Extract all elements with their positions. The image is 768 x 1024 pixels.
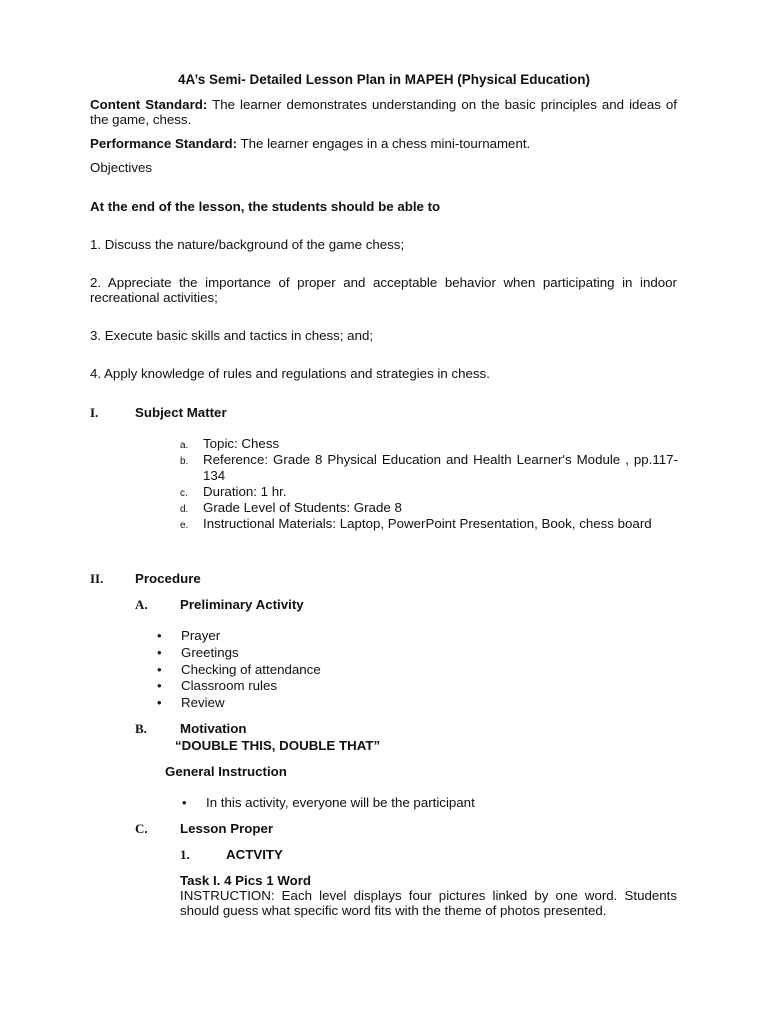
- subject-matter-text: Grade Level of Students: Grade 8: [203, 500, 402, 515]
- objective-item-2: 2. Appreciate the importance of proper and acceptable behavior when participating in indoor recreational activities;: [90, 275, 677, 305]
- subsection-c-letter: C.: [135, 821, 148, 836]
- bullet-text: Classroom rules: [181, 678, 278, 693]
- section-1-numeral: I.: [90, 405, 99, 420]
- subject-matter-text: Reference: Grade 8 Physical Education and Health Learner's Module , pp.117-134: [203, 452, 678, 483]
- subject-matter-text: Topic: Chess: [203, 436, 280, 451]
- bullet-text: Greetings: [181, 645, 239, 660]
- bullet-glyph: •: [157, 662, 162, 677]
- bullet-text: Checking of attendance: [181, 662, 321, 677]
- section-1-heading: Subject Matter: [135, 405, 227, 420]
- objective-item-3: 3. Execute basic skills and tactics in chess; and;: [90, 328, 374, 343]
- bullet-text: Review: [181, 695, 225, 710]
- list-letter: d.: [180, 504, 189, 515]
- performance-standard-text: The learner engages in a chess mini-tournament.: [237, 136, 531, 151]
- list-letter: c.: [180, 488, 188, 499]
- list-letter: e.: [180, 520, 189, 531]
- bullet-text: In this activity, everyone will be the participant: [206, 795, 475, 810]
- section-2-numeral: II.: [90, 571, 104, 586]
- general-instruction-heading: General Instruction: [165, 764, 287, 779]
- task-heading: Task I. 4 Pics 1 Word: [180, 873, 312, 888]
- bullet-text: Prayer: [181, 628, 221, 643]
- bullet-glyph: •: [157, 678, 162, 693]
- subject-matter-text: Duration: 1 hr.: [203, 484, 287, 499]
- subject-matter-text: Instructional Materials: Laptop, PowerPoint Presentation, Book, chess board: [203, 516, 652, 531]
- activity-step-number: 1.: [180, 847, 190, 862]
- content-standard: [90, 98, 677, 127]
- bullet-glyph: •: [157, 628, 162, 643]
- objective-item-1: 1. Discuss the nature/background of the game chess;: [90, 237, 405, 252]
- page-title: 4A’s Semi- Detailed Lesson Plan in MAPEH (Physical Education): [177, 72, 591, 87]
- motivation-heading: Motivation: [180, 721, 247, 736]
- lesson-proper-heading: Lesson Proper: [180, 821, 274, 836]
- objectives-intro: At the end of the lesson, the students should be able to: [90, 199, 441, 214]
- bullet-glyph: •: [157, 695, 162, 710]
- list-letter: b.: [180, 456, 189, 467]
- preliminary-activity-heading: Preliminary Activity: [180, 597, 304, 612]
- bullet-glyph: •: [157, 645, 162, 660]
- section-2-heading: Procedure: [135, 571, 201, 586]
- subject-matter-item-b: [180, 452, 680, 483]
- content-standard-text: The learner demonstrates understanding on the basic principles and ideas of the game, chess.: [90, 97, 677, 127]
- list-letter: a.: [180, 440, 189, 451]
- objective-item-4: 4. Apply knowledge of rules and regulations and strategies in chess.: [90, 366, 490, 381]
- task-instruction: INSTRUCTION: Each level displays four pictures linked by one word. Students should guess what specific word fits with the theme of photos presented.: [180, 888, 677, 918]
- objectives-heading: Objectives: [90, 160, 153, 175]
- content-standard-label: Content Standard:: [90, 97, 208, 112]
- activity-step-label: ACTVITY: [226, 847, 283, 862]
- bullet-glyph: •: [182, 795, 187, 810]
- motivation-game-title: “DOUBLE THIS, DOUBLE THAT”: [175, 738, 381, 753]
- subsection-b-letter: B.: [135, 721, 147, 736]
- performance-standard-label: Performance Standard:: [90, 136, 238, 151]
- subsection-a-letter: A.: [135, 597, 148, 612]
- subject-matter-item-e: [180, 516, 680, 534]
- performance-standard: [90, 137, 677, 152]
